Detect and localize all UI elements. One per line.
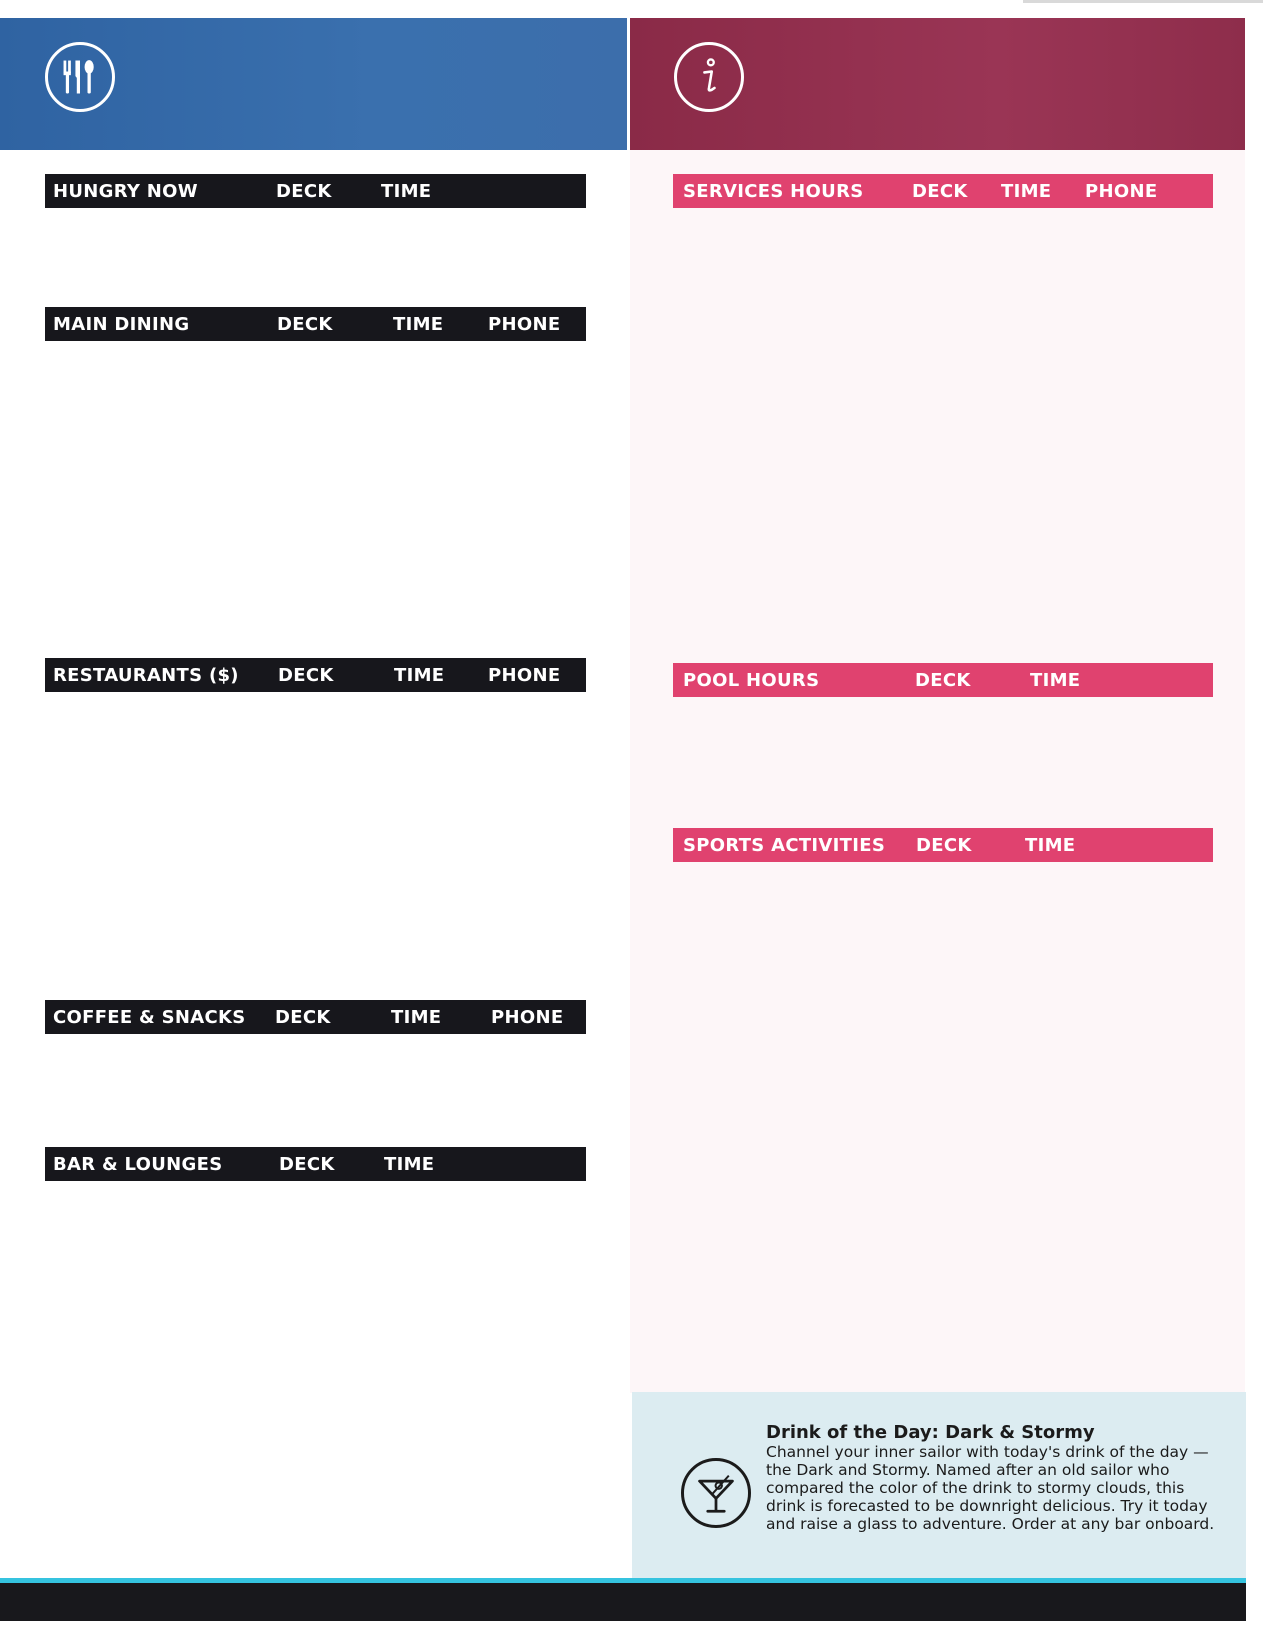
section-header-hungry-now xyxy=(45,174,586,208)
column-deck: DECK xyxy=(916,835,972,856)
column-deck: DECK xyxy=(279,1154,335,1175)
fork-knife-spoon-icon xyxy=(45,42,115,112)
column-time: TIME xyxy=(1001,181,1052,202)
info-icon xyxy=(674,42,744,112)
section-title: COFFEE & SNACKS xyxy=(53,1007,246,1028)
section-title: RESTAURANTS ($) xyxy=(53,665,239,686)
column-time: TIME xyxy=(384,1154,435,1175)
section-title: HUNGRY NOW xyxy=(53,181,198,202)
martini-glass-icon xyxy=(681,1458,751,1528)
column-deck: DECK xyxy=(275,1007,331,1028)
column-time: TIME xyxy=(394,665,445,686)
section-header-bar-lounges xyxy=(45,1147,586,1181)
top-edge-line xyxy=(1023,0,1263,3)
section-title: BAR & LOUNGES xyxy=(53,1154,223,1175)
info-banner xyxy=(630,18,1245,150)
footer-bar xyxy=(0,1583,1246,1621)
drink-description: Channel your inner sailor with today's drink of the day — the Dark and Stormy. Named after an old sailor who compared the color of the drink to stormy clouds, this drink is forecasted to be downright delicious. Try it today and raise a glass to adventure. Order at any bar onboard. xyxy=(766,1443,1215,1533)
section-header-pool-hours xyxy=(673,663,1213,697)
dining-banner xyxy=(0,18,627,150)
drink-title: Drink of the Day: Dark & Stormy xyxy=(766,1422,1095,1443)
column-time: TIME xyxy=(391,1007,442,1028)
column-phone: PHONE xyxy=(1085,181,1158,202)
section-title: MAIN DINING xyxy=(53,314,190,335)
column-phone: PHONE xyxy=(488,314,561,335)
section-header-sports-activities xyxy=(673,828,1213,862)
column-time: TIME xyxy=(381,181,432,202)
section-header-services-hours xyxy=(673,174,1213,208)
section-header-coffee-snacks xyxy=(45,1000,586,1034)
column-phone: PHONE xyxy=(488,665,561,686)
column-time: TIME xyxy=(393,314,444,335)
column-deck: DECK xyxy=(276,181,332,202)
column-phone: PHONE xyxy=(491,1007,564,1028)
section-title: POOL HOURS xyxy=(683,670,820,691)
column-deck: DECK xyxy=(912,181,968,202)
section-title: SERVICES HOURS xyxy=(683,181,864,202)
column-deck: DECK xyxy=(277,314,333,335)
column-time: TIME xyxy=(1025,835,1076,856)
column-deck: DECK xyxy=(278,665,334,686)
section-title: SPORTS ACTIVITIES xyxy=(683,835,886,856)
section-header-main-dining xyxy=(45,307,586,341)
info-panel-background xyxy=(630,150,1245,1393)
section-header-restaurants xyxy=(45,658,586,692)
column-time: TIME xyxy=(1030,670,1081,691)
column-deck: DECK xyxy=(915,670,971,691)
